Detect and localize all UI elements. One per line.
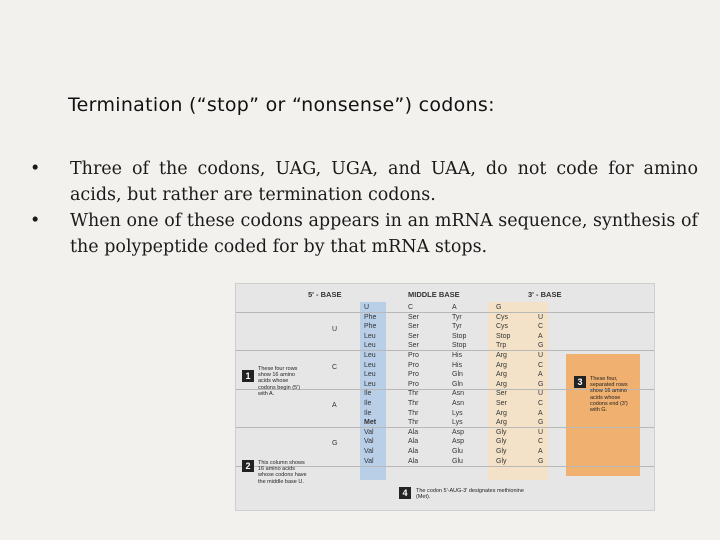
- codon-cell: Val: [364, 447, 374, 455]
- codon-cell: His: [452, 351, 463, 359]
- middle-a-column: [452, 303, 466, 466]
- codon-cell: Leu: [364, 332, 376, 340]
- codon-cell: Thr: [408, 399, 419, 407]
- codon-cell: Ala: [408, 428, 419, 436]
- codon-cell: U: [538, 351, 544, 359]
- codon-cell: Stop: [452, 332, 467, 340]
- codon-cell: Ser: [408, 332, 419, 340]
- codon-cell: Arg: [496, 351, 507, 359]
- codon-cell: Cys: [496, 313, 509, 321]
- codon-cell: Cys: [496, 323, 509, 331]
- third-base-column: [538, 313, 543, 467]
- codon-cell: Gln: [452, 371, 463, 379]
- bullet-text: When one of these codons appears in an mRNA sequence, synthesis of the polypeptide coded for by that mRNA stops.: [70, 211, 698, 257]
- bullet-marker: •: [30, 159, 41, 179]
- codon-cell: U: [538, 428, 544, 436]
- callout-4-text: The codon 5'-AUG-3' designates methionine (Met).: [416, 488, 524, 501]
- bullet-item: [30, 156, 698, 208]
- codon-cell: Ser: [408, 323, 419, 331]
- codon-cell: Asn: [452, 399, 465, 407]
- codon-cell: A: [452, 304, 457, 311]
- codon-cell: C: [538, 438, 544, 446]
- codon-cell: Leu: [364, 351, 376, 359]
- codon-cell: Asn: [452, 390, 465, 398]
- codon-cell: Thr: [408, 419, 419, 427]
- first-base-label: G: [332, 440, 338, 447]
- middle-c-column: [408, 303, 419, 466]
- callout-3-text: These four, separated rows show 16 amino acids whose codons end (3') with G.: [590, 376, 628, 414]
- codon-cell: Arg: [496, 409, 507, 417]
- codon-cell: Pro: [408, 371, 419, 379]
- first-base-label: C: [332, 364, 338, 371]
- codon-cell: Gly: [496, 447, 507, 455]
- codon-cell: Glu: [452, 447, 463, 455]
- row-divider: [236, 312, 654, 313]
- codon-cell: Gly: [496, 428, 507, 436]
- codon-cell: Stop: [452, 342, 467, 350]
- codon-cell: Arg: [496, 371, 507, 379]
- codon-cell: Asp: [452, 438, 465, 446]
- codon-cell: G: [496, 304, 502, 311]
- codon-cell: Gly: [496, 438, 507, 446]
- first-base-label: A: [332, 402, 337, 409]
- codon-cell: G: [538, 457, 544, 465]
- middle-u-column: [364, 303, 376, 466]
- row-divider: [236, 350, 654, 351]
- codon-cell: C: [538, 323, 544, 331]
- callout-1-text: These four rows show 16 amino acids whose codons begin (5') with A.: [258, 366, 301, 397]
- callout-2-text: This column shows 16 amino acids whose codons have the middle base U.: [258, 460, 307, 485]
- header-third-base: 3' - BASE: [528, 290, 562, 299]
- codon-cell: Ile: [364, 399, 372, 407]
- codon-cell: G: [538, 342, 544, 350]
- codon-cell: A: [538, 447, 543, 455]
- codon-cell: A: [538, 371, 543, 379]
- codon-cell: Tyr: [452, 313, 462, 321]
- callout-4-number: 4: [399, 487, 411, 499]
- codon-cell: Arg: [496, 419, 507, 427]
- codon-cell: Arg: [496, 380, 507, 388]
- codon-cell: A: [538, 409, 543, 417]
- header-middle-base: MIDDLE BASE: [408, 290, 460, 299]
- codon-cell: Ile: [364, 390, 372, 398]
- bullet-item: [30, 208, 698, 260]
- codon-cell: Tyr: [452, 323, 462, 331]
- codon-cell: Leu: [364, 371, 376, 379]
- codon-cell: Pro: [408, 380, 419, 388]
- codon-cell: Stop: [496, 332, 511, 340]
- middle-g-column: [496, 303, 510, 466]
- header-first-base: 5' - BASE: [308, 290, 342, 299]
- slide-title: Termination (“stop” or “nonsense”) codons:: [68, 94, 495, 116]
- codon-cell: U: [538, 390, 544, 398]
- bullet-text: Three of the codons, UAG, UGA, and UAA, do not code for amino acids, but rather are termination codons.: [70, 159, 698, 205]
- callout-3-box: [566, 354, 640, 476]
- codon-cell: C: [538, 399, 544, 407]
- codon-cell: Trp: [496, 342, 507, 350]
- codon-cell: G: [538, 380, 544, 388]
- codon-cell: Phe: [364, 313, 377, 321]
- genetic-code-figure: [235, 283, 655, 511]
- callout-2-number: 2: [242, 460, 254, 472]
- callout-1-number: 1: [242, 370, 254, 382]
- codon-cell: Glu: [452, 457, 463, 465]
- codon-cell: Thr: [408, 409, 419, 417]
- codon-cell: Gly: [496, 457, 507, 465]
- codon-cell: Ala: [408, 457, 419, 465]
- bullet-list: [30, 156, 698, 260]
- callout-3-number: 3: [574, 376, 586, 388]
- codon-cell: Arg: [496, 361, 507, 369]
- first-base-label: U: [332, 326, 338, 333]
- codon-cell: Ile: [364, 409, 372, 417]
- codon-cell: C: [538, 361, 544, 369]
- codon-cell: Gln: [452, 380, 463, 388]
- codon-cell: Val: [364, 428, 374, 436]
- codon-cell: Met: [364, 419, 377, 427]
- codon-cell: Ala: [408, 447, 419, 455]
- codon-cell: Ala: [408, 438, 419, 446]
- row-divider: [236, 427, 654, 428]
- codon-cell: Leu: [364, 342, 376, 350]
- codon-cell: Val: [364, 438, 374, 446]
- codon-cell: Ser: [408, 313, 419, 321]
- codon-cell: U: [364, 304, 370, 311]
- codon-cell: Leu: [364, 361, 376, 369]
- codon-cell: Thr: [408, 390, 419, 398]
- codon-cell: Pro: [408, 361, 419, 369]
- codon-cell: Phe: [364, 323, 377, 331]
- codon-cell: A: [538, 332, 543, 340]
- codon-cell: Ser: [496, 399, 507, 407]
- codon-cell: Lys: [452, 419, 463, 427]
- codon-cell: Pro: [408, 351, 419, 359]
- codon-cell: Ser: [496, 390, 507, 398]
- codon-cell: U: [538, 313, 544, 321]
- codon-cell: G: [538, 419, 544, 427]
- codon-cell: His: [452, 361, 463, 369]
- codon-cell: C: [408, 304, 414, 311]
- codon-cell: Leu: [364, 380, 376, 388]
- codon-cell: Val: [364, 457, 374, 465]
- bullet-marker: •: [30, 211, 41, 231]
- codon-cell: Ser: [408, 342, 419, 350]
- codon-cell: Lys: [452, 409, 463, 417]
- codon-cell: Asp: [452, 428, 465, 436]
